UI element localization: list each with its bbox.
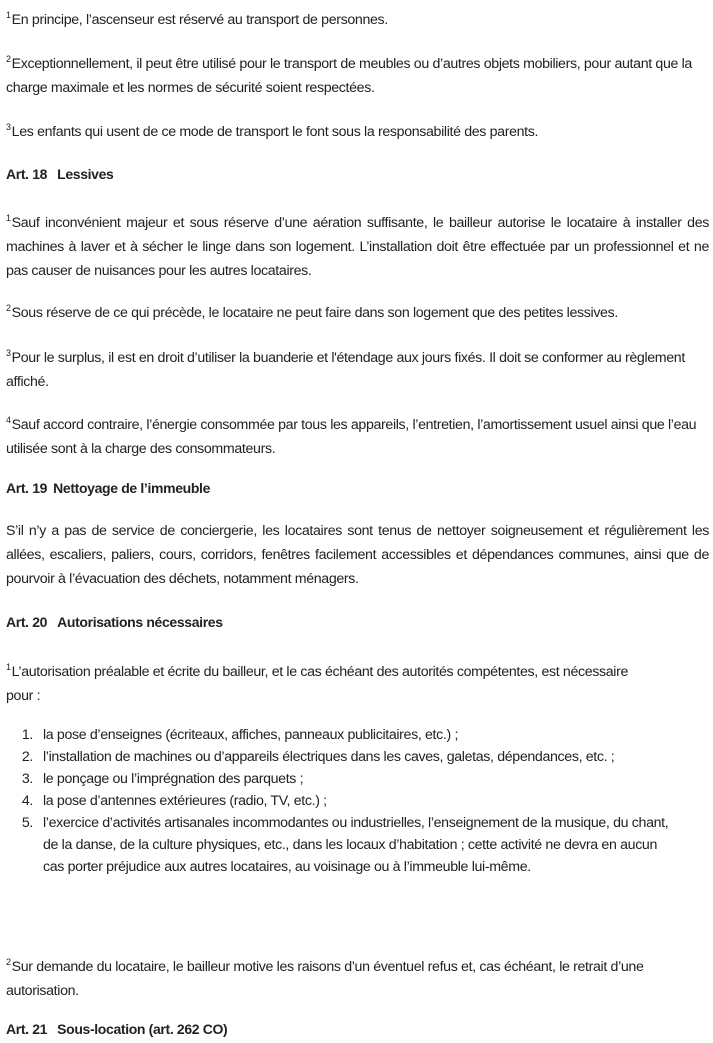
article-19-paragraph: S’il n’y a pas de service de conciergerie, les locataires sont tenus de nettoyer soigneusement et régulièrement les allées, escaliers, paliers, cours, corridors, fenêtres facilement accessibles et dépendances communes, ainsi que de pourvoir à l’évacuation des déchets, notamment ménagers. <box>6 523 709 587</box>
article-20-paragraph-1: $^1$L’autorisation préalable et écrite du bailleur, et le cas échéant des autorités compétentes, est nécessaire pour : <box>6 662 629 704</box>
paragraph-number: 3 <box>6 122 11 132</box>
list-item: 5. l’exercice d’activités artisanales incommodantes ou industrielles, l’enseignement de la musique, du chant, de la danse, de la culture physiques, etc., dans les locaux d’habitation ; cette activité ne devra en aucun cas porter préjudice aux autres locataires, au voisinage ou à l’immeuble lui-même. <box>21 815 669 875</box>
list-item: 4. la pose d’antennes extérieures (radio, TV, etc.) ; <box>21 793 327 809</box>
paragraph-number: 2 <box>6 957 11 967</box>
article-heading-21: Art. 21 Sous-location (art. 262 CO) <box>6 1021 228 1037</box>
article-heading-20: Art. 20 Autorisations nécessaires <box>6 614 223 630</box>
paragraph-number: 3 <box>6 348 11 358</box>
paragraph-number: 1 <box>6 10 11 20</box>
article-18-paragraph-2: $^2$Sous réserve de ce qui précède, le locataire ne peut faire dans son logement que des petites lessives. <box>6 303 618 321</box>
paragraph-elevator-3: $^3$Les enfants qui usent de ce mode de transport le font sous la responsabilité des parents. <box>6 122 539 140</box>
article-heading-18: Art. 18 Lessives <box>6 166 114 182</box>
article-20-paragraph-2: $^2$Sur demande du locataire, le bailleur motive les raisons d’un éventuel refus et, cas échéant, le retrait d’une autorisation. <box>6 957 644 999</box>
article-18-paragraph-3: $^3$Pour le surplus, il est en droit d’utiliser la buanderie et l'étendage aux jours fixés. Il doit se conformer au règlement affiché. <box>6 348 685 390</box>
paragraph-number: 1 <box>6 213 11 223</box>
authorization-list <box>6 724 678 878</box>
paragraph-number: 4 <box>6 415 11 425</box>
paragraph-number: 1 <box>6 662 11 672</box>
list-item: 2. l’installation de machines ou d’appareils électriques dans les caves, galetas, dépendances, etc. ; <box>21 749 615 765</box>
paragraph-elevator-2: $^2$Exceptionnellement, il peut être utilisé pour le transport de meubles ou d’autres objets mobiliers, pour autant que la charge maximale et les normes de sécurité soient respectées. <box>6 54 692 96</box>
paragraph-elevator-1: $^1$En principe, l’ascenseur est réservé au transport de personnes. <box>6 10 388 28</box>
article-18-paragraph-4: $^4$Sauf accord contraire, l’énergie consommée par tous les appareils, l’entretien, l’amortissement usuel ainsi que l’eau utilisée sont à la charge des consommateurs. <box>6 415 697 457</box>
list-item: 1. la pose d’enseignes (écriteaux, affiches, panneaux publicitaires, etc.) ; <box>21 727 459 743</box>
article-18-paragraph-1: $^1$Sauf inconvénient majeur et sous réserve d’une aération suffisante, le bailleur autorise le locataire à installer des machines à laver et à sécher le linge dans son logement. L’installation doit être effectuée par un professionnel et ne pas causer de nuisances pour les autres locataires. <box>6 213 709 279</box>
paragraph-number: 2 <box>6 54 11 64</box>
list-item: 3. le ponçage ou l’imprégnation des parquets ; <box>21 771 304 787</box>
paragraph-number: 2 <box>6 303 11 313</box>
article-heading-19: Art. 19 Nettoyage de l’immeuble <box>6 480 211 496</box>
